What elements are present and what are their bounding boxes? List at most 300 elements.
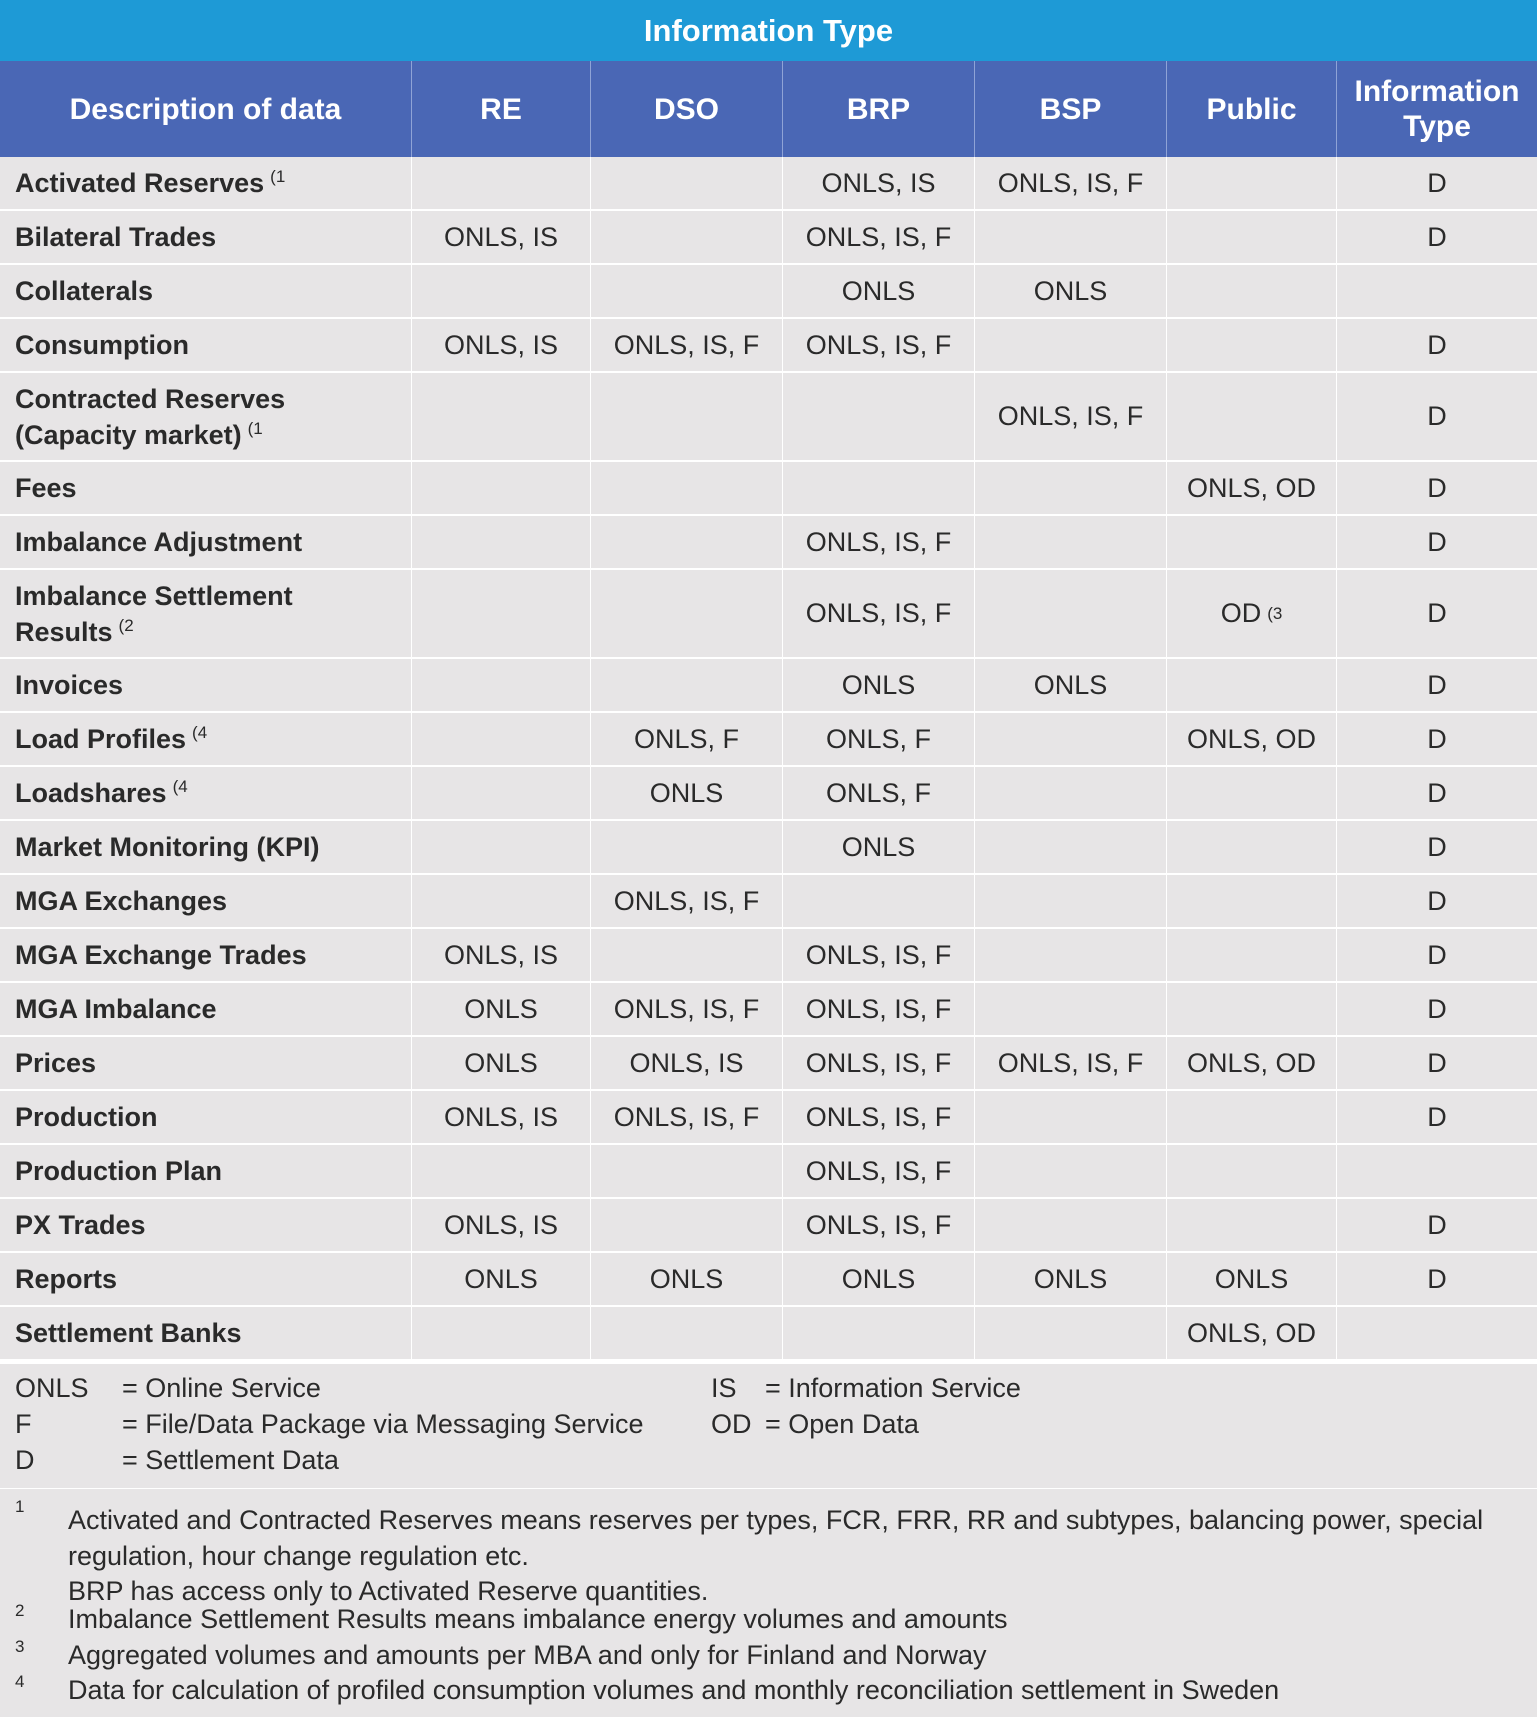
- cell-public: [1167, 929, 1337, 981]
- description-text: [15, 991, 217, 1027]
- description-text: [15, 470, 77, 506]
- cell-description: [0, 713, 412, 765]
- legend: [0, 1364, 1537, 1488]
- cell-value: ONLS, IS, F: [805, 221, 952, 252]
- footnote-number: 3: [15, 1637, 25, 1656]
- cell-description: [0, 767, 412, 819]
- table-row: [0, 265, 1537, 319]
- cell-dso: [591, 157, 783, 209]
- cell-value: ONLS, IS, F: [997, 167, 1144, 198]
- cell-public: [1167, 1307, 1337, 1359]
- cell-public: [1167, 983, 1337, 1035]
- cell-bsp: [975, 983, 1167, 1035]
- description-text: [15, 1315, 242, 1351]
- cell-brp: [783, 713, 975, 765]
- legend-value: = Online Service: [122, 1373, 321, 1403]
- footnote-number: 1: [15, 1497, 25, 1516]
- description-text: [15, 721, 207, 757]
- cell-information-type: [1337, 1145, 1537, 1197]
- cell-value: ONLS: [841, 669, 916, 700]
- description-line: MGA Exchange Trades: [15, 940, 307, 970]
- legend-item: [15, 1445, 339, 1476]
- cell-value: ONLS: [1033, 669, 1108, 700]
- cell-bsp: [975, 516, 1167, 568]
- cell-public: [1167, 821, 1337, 873]
- cell-brp: [783, 659, 975, 711]
- cell-bsp: [975, 157, 1167, 209]
- cell-dso: [591, 265, 783, 317]
- cell-bsp: [975, 319, 1167, 371]
- footnote-marker: (4: [192, 723, 208, 742]
- description-line: MGA Imbalance: [15, 994, 217, 1024]
- cell-dso: [591, 373, 783, 460]
- cell-bsp: [975, 767, 1167, 819]
- cell-value: ONLS, IS, F: [805, 993, 952, 1024]
- cell-value: ONLS: [464, 1263, 538, 1294]
- table-header-row: [0, 61, 1537, 157]
- cell-re: [412, 875, 591, 927]
- cell-re: [412, 211, 591, 263]
- cell-value: D: [1427, 329, 1447, 360]
- cell-value: ONLS, IS: [443, 329, 559, 360]
- cell-value: ONLS, F: [633, 723, 740, 754]
- cell-re: [412, 1145, 591, 1197]
- table-row: [0, 1253, 1537, 1307]
- cell-description: [0, 373, 412, 460]
- cell-public: [1167, 659, 1337, 711]
- cell-information-type: [1337, 1199, 1537, 1251]
- description-text: [15, 883, 227, 919]
- cell-value: D: [1427, 723, 1447, 754]
- legend-value: = Settlement Data: [122, 1445, 339, 1475]
- description-line: Collaterals: [15, 276, 154, 306]
- header-bsp: BSP: [975, 61, 1167, 157]
- cell-information-type: [1337, 373, 1537, 460]
- cell-brp: [783, 983, 975, 1035]
- cell-value: ONLS: [841, 1263, 916, 1294]
- cell-bsp: [975, 713, 1167, 765]
- cell-description: [0, 462, 412, 514]
- description-text: [15, 381, 285, 453]
- legend-value: = Information Service: [765, 1373, 1021, 1403]
- cell-re: [412, 929, 591, 981]
- cell-description: [0, 1037, 412, 1089]
- cell-brp: [783, 929, 975, 981]
- header-re: RE: [412, 61, 591, 157]
- cell-public: [1167, 211, 1337, 263]
- cell-value: OD: [1220, 598, 1262, 628]
- description-line: Production Plan: [15, 1156, 223, 1186]
- cell-description: [0, 875, 412, 927]
- legend-item: [15, 1409, 644, 1440]
- description-text: [15, 1261, 117, 1297]
- cell-brp: [783, 570, 975, 657]
- cell-value: D: [1427, 472, 1447, 503]
- cell-bsp: [975, 373, 1167, 460]
- cell-re: [412, 1199, 591, 1251]
- cell-bsp: [975, 462, 1167, 514]
- cell-description: [0, 516, 412, 568]
- cell-bsp: [975, 929, 1167, 981]
- cell-bsp: [975, 1253, 1167, 1305]
- cell-value: ONLS, OD: [1186, 1047, 1317, 1078]
- description-line: Fees: [15, 473, 77, 503]
- legend-key: ONLS: [15, 1373, 89, 1403]
- cell-public: [1167, 319, 1337, 371]
- cell-value: ONLS, IS: [443, 1209, 559, 1240]
- cell-public: [1167, 875, 1337, 927]
- cell-bsp: [975, 1307, 1167, 1359]
- cell-dso: [591, 713, 783, 765]
- description-line: PX Trades: [15, 1210, 146, 1240]
- description-line: Imbalance Settlement: [15, 580, 293, 611]
- table-row: [0, 1037, 1537, 1091]
- cell-information-type: [1337, 821, 1537, 873]
- cell-information-type: [1337, 570, 1537, 657]
- cell-information-type: [1337, 929, 1537, 981]
- table-body: [0, 157, 1537, 1361]
- cell-dso: [591, 659, 783, 711]
- cell-information-type: [1337, 983, 1537, 1035]
- cell-dso: [591, 211, 783, 263]
- cell-value: ONLS, IS, F: [805, 939, 952, 970]
- legend-key: IS: [711, 1373, 737, 1403]
- cell-value: ONLS, IS, F: [613, 885, 760, 916]
- cell-value: ONLS, IS, F: [805, 526, 952, 557]
- table-row: [0, 570, 1537, 659]
- cell-information-type: [1337, 1037, 1537, 1089]
- cell-description: [0, 211, 412, 263]
- description-line: (Capacity market): [15, 419, 242, 450]
- cell-dso: [591, 1199, 783, 1251]
- cell-value: ONLS, IS, F: [805, 329, 952, 360]
- footnote-line: Activated and Contracted Reserves means reserves per types, FCR, FRR, RR and subtypes, balancing power, special: [68, 1505, 1484, 1535]
- cell-value: D: [1427, 885, 1447, 916]
- cell-bsp: [975, 570, 1167, 657]
- cell-value: D: [1427, 598, 1447, 628]
- table-row: [0, 1091, 1537, 1145]
- cell-bsp: [975, 1199, 1167, 1251]
- cell-public: [1167, 1199, 1337, 1251]
- cell-brp: [783, 265, 975, 317]
- description-line: Reports: [15, 1264, 118, 1294]
- cell-value: ONLS, OD: [1186, 723, 1317, 754]
- description-text: [15, 937, 307, 973]
- cell-bsp: [975, 875, 1167, 927]
- cell-value: D: [1427, 993, 1447, 1024]
- cell-value: D: [1427, 1047, 1447, 1078]
- table-row: [0, 516, 1537, 570]
- cell-public: OD (3: [1167, 570, 1337, 657]
- cell-description: [0, 821, 412, 873]
- cell-dso: [591, 1253, 783, 1305]
- cell-value: ONLS, IS: [443, 1101, 559, 1132]
- table-row: [0, 319, 1537, 373]
- cell-public: [1167, 516, 1337, 568]
- cell-dso: [591, 1145, 783, 1197]
- cell-description: [0, 319, 412, 371]
- cell-value: ONLS: [464, 993, 538, 1024]
- cell-value: ONLS, IS, F: [805, 1101, 952, 1132]
- cell-dso: [591, 875, 783, 927]
- cell-information-type: [1337, 1253, 1537, 1305]
- cell-description: [0, 929, 412, 981]
- footnote-marker: (1: [247, 418, 263, 438]
- footnote-line: BRP has access only to Activated Reserve quantities.: [68, 1576, 709, 1606]
- cell-public: [1167, 462, 1337, 514]
- cell-value: ONLS, F: [825, 723, 932, 754]
- description-text: [15, 327, 189, 363]
- cell-description: [0, 157, 412, 209]
- table-row: [0, 1307, 1537, 1361]
- footnote-line: Imbalance Settlement Results means imbalance energy volumes and amounts: [68, 1604, 1008, 1634]
- cell-re: [412, 821, 591, 873]
- cell-value: ONLS: [649, 1263, 724, 1294]
- cell-value: ONLS: [841, 275, 916, 306]
- cell-value: ONLS, IS, F: [805, 1209, 952, 1240]
- description-line: Consumption: [15, 330, 189, 360]
- table-row: [0, 462, 1537, 516]
- cell-description: [0, 1307, 412, 1359]
- cell-value: ONLS, IS, F: [805, 1047, 952, 1078]
- description-text: [15, 273, 153, 309]
- cell-information-type: [1337, 462, 1537, 514]
- cell-dso: [591, 570, 783, 657]
- description-line: MGA Exchanges: [15, 886, 228, 916]
- cell-value: ONLS, IS, F: [997, 401, 1144, 431]
- footnote-marker: (2: [118, 615, 134, 635]
- cell-value: ONLS, IS: [821, 167, 936, 198]
- cell-brp: [783, 373, 975, 460]
- cell-re: [412, 462, 591, 514]
- cell-re: [412, 570, 591, 657]
- cell-bsp: [975, 1145, 1167, 1197]
- cell-public: [1167, 157, 1337, 209]
- cell-brp: [783, 1253, 975, 1305]
- cell-value: ONLS, IS, F: [997, 1047, 1144, 1078]
- cell-value: ONLS, IS: [443, 939, 559, 970]
- cell-information-type: [1337, 265, 1537, 317]
- cell-dso: [591, 929, 783, 981]
- description-line: Activated Reserves: [15, 168, 265, 198]
- cell-value: D: [1427, 1209, 1447, 1240]
- cell-value: ONLS, IS, F: [805, 598, 952, 628]
- table-row: [0, 659, 1537, 713]
- cell-brp: [783, 211, 975, 263]
- cell-bsp: [975, 1037, 1167, 1089]
- cell-value: D: [1427, 526, 1447, 557]
- cell-brp: [783, 319, 975, 371]
- cell-re: [412, 713, 591, 765]
- cell-brp: [783, 1199, 975, 1251]
- cell-brp: [783, 157, 975, 209]
- cell-re: [412, 157, 591, 209]
- cell-public: [1167, 767, 1337, 819]
- footnote-marker: (1: [270, 167, 286, 186]
- cell-value: ONLS, IS: [629, 1047, 744, 1078]
- cell-value: ONLS: [841, 831, 916, 862]
- cell-value: ONLS, F: [825, 777, 932, 808]
- description-text: [15, 165, 285, 201]
- cell-value: D: [1427, 939, 1447, 970]
- table-row: [0, 211, 1537, 265]
- cell-dso: [591, 516, 783, 568]
- cell-description: [0, 1091, 412, 1143]
- cell-value: D: [1427, 831, 1447, 862]
- cell-dso: [591, 1037, 783, 1089]
- cell-public: [1167, 265, 1337, 317]
- description-line: Invoices: [15, 670, 124, 700]
- cell-dso: [591, 983, 783, 1035]
- cell-public: [1167, 1091, 1337, 1143]
- cell-value: D: [1427, 1101, 1447, 1132]
- cell-information-type: [1337, 1091, 1537, 1143]
- cell-description: [0, 983, 412, 1035]
- legend-key: D: [15, 1445, 35, 1475]
- table-banner-title: Information Type: [0, 0, 1537, 61]
- cell-bsp: [975, 211, 1167, 263]
- cell-bsp: [975, 659, 1167, 711]
- cell-dso: [591, 319, 783, 371]
- footnotes: [0, 1489, 1537, 1717]
- description-line: Load Profiles: [15, 724, 187, 754]
- cell-information-type: [1337, 713, 1537, 765]
- footnote-line: regulation, hour change regulation etc.: [68, 1541, 529, 1571]
- table-row: [0, 983, 1537, 1037]
- cell-dso: [591, 462, 783, 514]
- cell-value: ONLS, IS, F: [805, 1155, 952, 1186]
- cell-re: [412, 1253, 591, 1305]
- footnote-line: Aggregated volumes and amounts per MBA and only for Finland and Norway: [68, 1640, 987, 1670]
- description-line: Results: [15, 616, 113, 647]
- header-description: Description of data: [0, 61, 412, 157]
- table-row: [0, 1145, 1537, 1199]
- cell-re: [412, 1091, 591, 1143]
- legend-item: [711, 1409, 919, 1440]
- description-text: [15, 578, 293, 650]
- cell-value: ONLS, IS, F: [613, 329, 760, 360]
- cell-dso: [591, 1091, 783, 1143]
- cell-value: ONLS: [1033, 1263, 1108, 1294]
- description-line: Market Monitoring (KPI): [15, 832, 320, 862]
- cell-description: [0, 1145, 412, 1197]
- cell-brp: [783, 767, 975, 819]
- description-line: Loadshares: [15, 778, 167, 808]
- cell-value: D: [1427, 777, 1447, 808]
- cell-brp: [783, 1037, 975, 1089]
- legend-item: [711, 1373, 1021, 1404]
- cell-brp: [783, 1145, 975, 1197]
- cell-bsp: [975, 265, 1167, 317]
- description-text: [15, 1099, 158, 1135]
- cell-information-type: [1337, 767, 1537, 819]
- table-row: [0, 821, 1537, 875]
- footnote-number: 2: [15, 1601, 25, 1620]
- cell-dso: [591, 767, 783, 819]
- cell-value: ONLS: [1033, 275, 1108, 306]
- description-text: [15, 1153, 222, 1189]
- cell-description: [0, 1199, 412, 1251]
- cell-dso: [591, 821, 783, 873]
- cell-value: ONLS: [649, 777, 724, 808]
- cell-public: [1167, 1145, 1337, 1197]
- cell-public: [1167, 713, 1337, 765]
- cell-value: ONLS, OD: [1186, 1317, 1317, 1348]
- cell-information-type: [1337, 211, 1537, 263]
- cell-description: [0, 265, 412, 317]
- table-row: [0, 1199, 1537, 1253]
- table-row: [0, 929, 1537, 983]
- cell-brp: [783, 821, 975, 873]
- table-row: [0, 767, 1537, 821]
- cell-information-type: [1337, 1307, 1537, 1359]
- cell-value: D: [1427, 669, 1447, 700]
- table-row: [0, 157, 1537, 211]
- cell-bsp: [975, 821, 1167, 873]
- cell-brp: [783, 1091, 975, 1143]
- cell-public: [1167, 1037, 1337, 1089]
- cell-description: [0, 1253, 412, 1305]
- cell-re: [412, 373, 591, 460]
- cell-value: D: [1427, 221, 1447, 252]
- legend-value: = File/Data Package via Messaging Service: [122, 1409, 644, 1439]
- cell-bsp: [975, 1091, 1167, 1143]
- cell-information-type: [1337, 157, 1537, 209]
- cell-brp: [783, 1307, 975, 1359]
- cell-re: [412, 265, 591, 317]
- description-line: Prices: [15, 1048, 97, 1078]
- cell-re: [412, 1037, 591, 1089]
- description-line: Settlement Banks: [15, 1318, 242, 1348]
- table-row: [0, 373, 1537, 462]
- description-text: [15, 667, 123, 703]
- cell-value: ONLS: [1214, 1263, 1289, 1294]
- cell-value: ONLS, IS, F: [613, 1101, 760, 1132]
- header-dso: DSO: [591, 61, 783, 157]
- description-line: Imbalance Adjustment: [15, 527, 303, 557]
- cell-re: [412, 1307, 591, 1359]
- description-line: Contracted Reserves: [15, 383, 286, 414]
- cell-value: ONLS: [464, 1047, 538, 1078]
- footnote-number: 4: [15, 1672, 25, 1691]
- cell-brp: [783, 462, 975, 514]
- cell-brp: [783, 516, 975, 568]
- table-row: [0, 875, 1537, 929]
- footnote-line: Data for calculation of profiled consumption volumes and monthly reconciliation settlement in Sweden: [68, 1675, 1280, 1705]
- footnote-marker: (4: [172, 777, 188, 796]
- cell-value: D: [1427, 401, 1447, 431]
- cell-public: [1167, 1253, 1337, 1305]
- description-text: [15, 524, 302, 560]
- description-text: [15, 829, 320, 865]
- legend-item: [15, 1373, 321, 1404]
- cell-re: [412, 767, 591, 819]
- cell-re: [412, 319, 591, 371]
- header-public: Public: [1167, 61, 1337, 157]
- description-text: [15, 1207, 146, 1243]
- description-text: [15, 1045, 96, 1081]
- table-row: [0, 713, 1537, 767]
- legend-key: F: [15, 1409, 32, 1439]
- description-line: Production: [15, 1102, 158, 1132]
- description-line: Bilateral Trades: [15, 222, 217, 252]
- cell-value: D: [1427, 1263, 1447, 1294]
- cell-value: ONLS, IS, F: [613, 993, 760, 1024]
- cell-value: ONLS, OD: [1186, 472, 1317, 503]
- cell-information-type: [1337, 319, 1537, 371]
- cell-re: [412, 983, 591, 1035]
- legend-key: OD: [711, 1409, 752, 1439]
